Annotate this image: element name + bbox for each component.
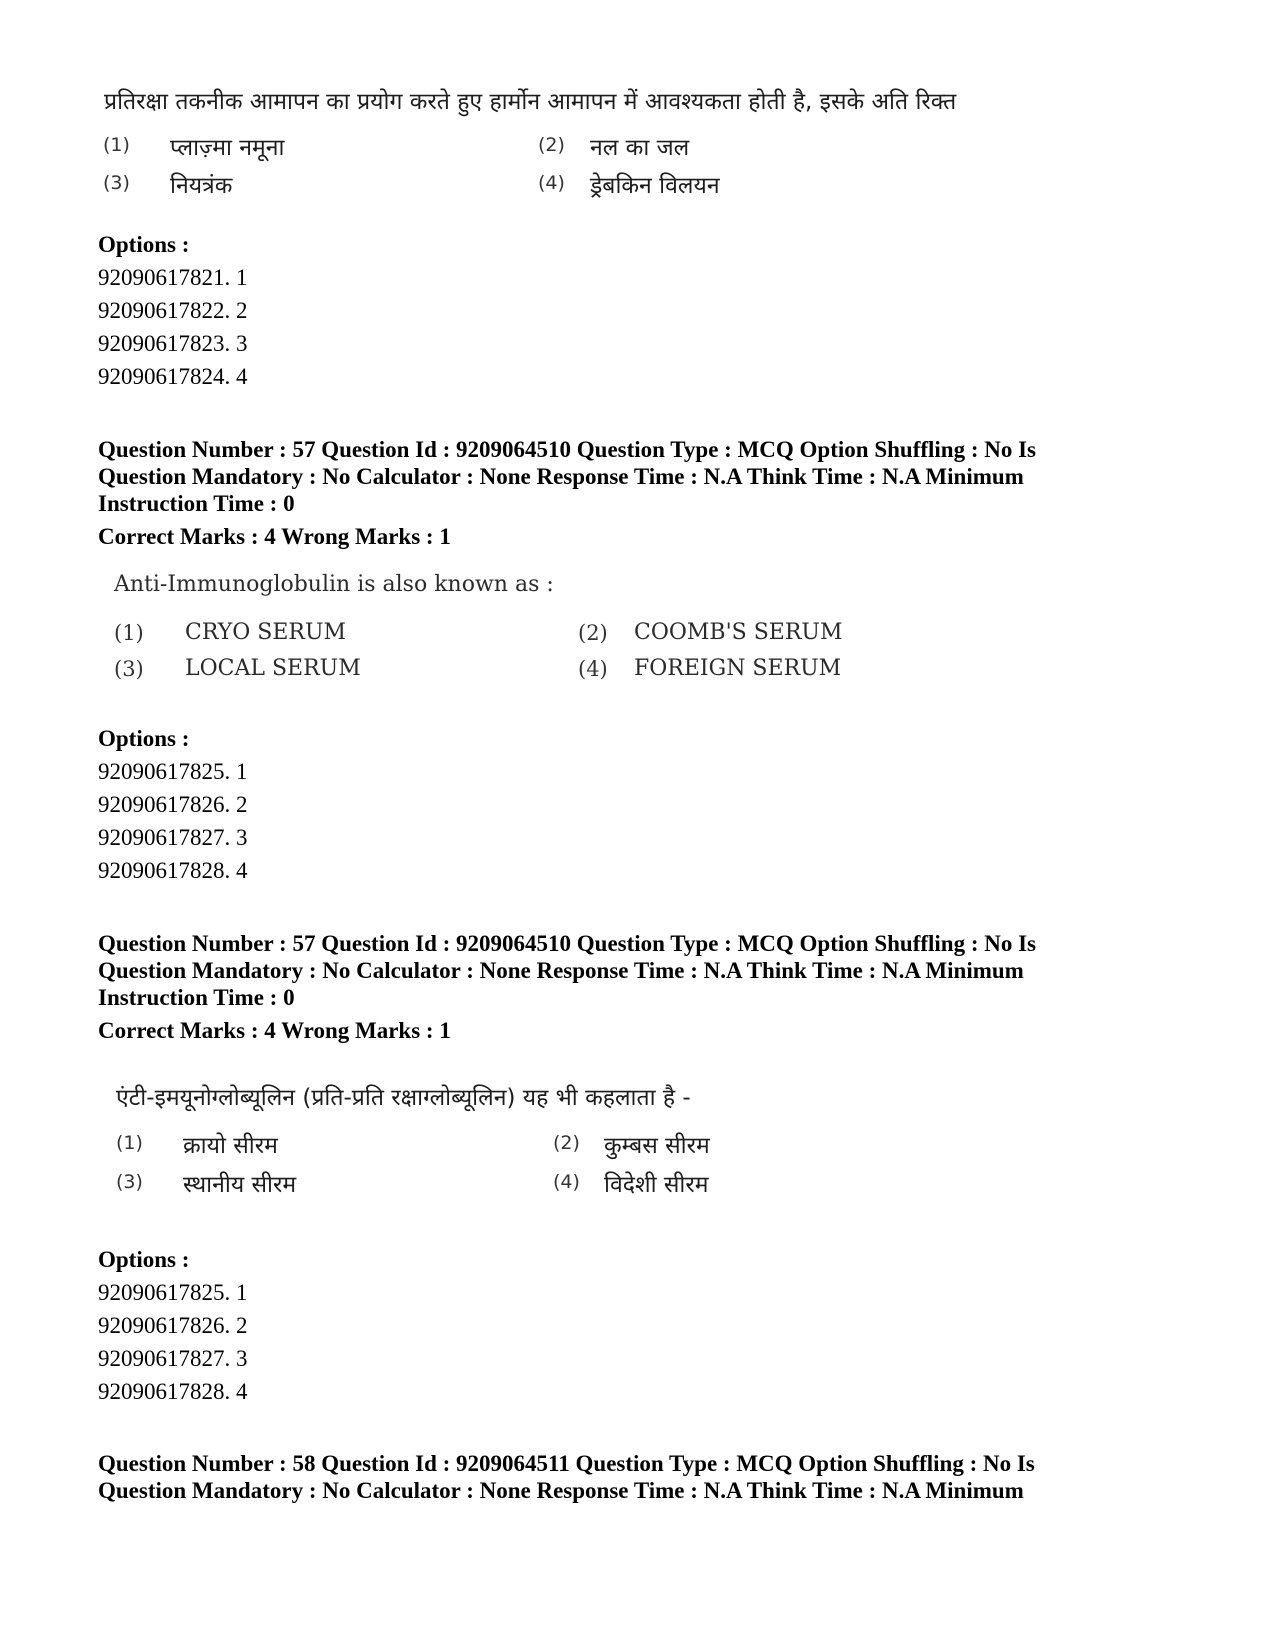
question-meta <box>98 930 1178 1044</box>
choice-number: (1) <box>114 621 144 645</box>
choice-grid <box>100 130 1100 210</box>
choice-text: कुम्बस सीरम <box>604 1133 710 1159</box>
choice-text: नियत्रंक <box>170 173 233 199</box>
marks-line: Correct Marks : 4 Wrong Marks : 1 <box>98 1018 451 1043</box>
option-item: 92090617825. 1 <box>98 759 248 784</box>
choice-text: FOREIGN SERUM <box>634 656 842 681</box>
choice-number: (1) <box>103 134 130 156</box>
meta-line: Question Mandatory : No Calculator : None Response Time : N.A Think Time : N.A Minimum <box>98 958 1024 983</box>
choice-text: नल का जल <box>590 135 690 161</box>
meta-line: Question Number : 57 Question Id : 9209064510 Question Type : MCQ Option Shuffling : No Is <box>98 931 1037 956</box>
options-list <box>98 722 248 887</box>
option-item: 92090617828. 4 <box>98 858 248 883</box>
question-meta <box>98 436 1178 550</box>
choice-number: (3) <box>114 657 144 681</box>
choice-grid <box>100 1128 1100 1208</box>
meta-line: Question Mandatory : No Calculator : None Response Time : N.A Think Time : N.A Minimum <box>98 1478 1024 1503</box>
choice-number: (2) <box>578 621 608 645</box>
meta-line: Question Number : 58 Question Id : 9209064511 Question Type : MCQ Option Shuffling : No Is <box>98 1451 1035 1476</box>
choice-grid <box>100 620 1100 690</box>
choice-text: ड्रेबकिन विलयन <box>590 173 720 199</box>
question-stem: प्रतिरक्षा तकनीक आमापन का प्रयोग करते हुए हार्मोन आमापन में आवश्यकता होती है, इसके अति रिक्त <box>104 89 957 115</box>
question-stem: Anti-Immunoglobulin is also known as : <box>114 572 554 597</box>
question-meta <box>98 1450 1178 1504</box>
option-item: 92090617823. 3 <box>98 331 248 356</box>
choice-text: विदेशी सीरम <box>604 1172 709 1198</box>
choice-text: COOMB'S SERUM <box>634 620 843 645</box>
choice-number: (4) <box>578 657 608 681</box>
options-list <box>98 228 248 393</box>
choice-number: (3) <box>116 1171 143 1193</box>
options-heading: Options : <box>98 1247 190 1272</box>
meta-line: Question Mandatory : No Calculator : None Response Time : N.A Think Time : N.A Minimum <box>98 464 1024 489</box>
options-heading: Options : <box>98 726 190 751</box>
options-heading: Options : <box>98 232 190 257</box>
option-item: 92090617826. 2 <box>98 792 248 817</box>
choice-number: (4) <box>553 1171 580 1193</box>
question-image-hindi-1 <box>100 84 1140 204</box>
option-item: 92090617826. 2 <box>98 1313 248 1338</box>
question-image-hindi-2 <box>100 1080 1140 1210</box>
option-item: 92090617824. 4 <box>98 364 248 389</box>
choice-text: प्लाज़्मा नमूना <box>170 135 285 161</box>
choice-text: LOCAL SERUM <box>185 656 361 681</box>
choice-number: (1) <box>116 1132 143 1154</box>
choice-number: (2) <box>538 134 565 156</box>
option-item: 92090617821. 1 <box>98 265 248 290</box>
options-list <box>98 1243 248 1408</box>
meta-line: Instruction Time : 0 <box>98 985 295 1010</box>
meta-line: Instruction Time : 0 <box>98 491 295 516</box>
option-item: 92090617825. 1 <box>98 1280 248 1305</box>
choice-number: (3) <box>103 172 130 194</box>
option-item: 92090617827. 3 <box>98 825 248 850</box>
marks-line: Correct Marks : 4 Wrong Marks : 1 <box>98 524 451 549</box>
choice-text: स्थानीय सीरम <box>183 1172 297 1198</box>
option-item: 92090617827. 3 <box>98 1346 248 1371</box>
choice-text: क्रायो सीरम <box>183 1133 278 1159</box>
choice-text: CRYO SERUM <box>185 620 347 645</box>
question-image-english <box>100 572 1140 682</box>
option-item: 92090617822. 2 <box>98 298 248 323</box>
choice-number: (4) <box>538 172 565 194</box>
meta-line: Question Number : 57 Question Id : 9209064510 Question Type : MCQ Option Shuffling : No Is <box>98 437 1037 462</box>
choice-number: (2) <box>553 1132 580 1154</box>
option-item: 92090617828. 4 <box>98 1379 248 1404</box>
question-stem: एंटी-इमयूनोग्लोब्यूलिन (प्रति-प्रति रक्षाग्लोब्यूलिन) यह भी कहलाता है - <box>116 1085 691 1111</box>
